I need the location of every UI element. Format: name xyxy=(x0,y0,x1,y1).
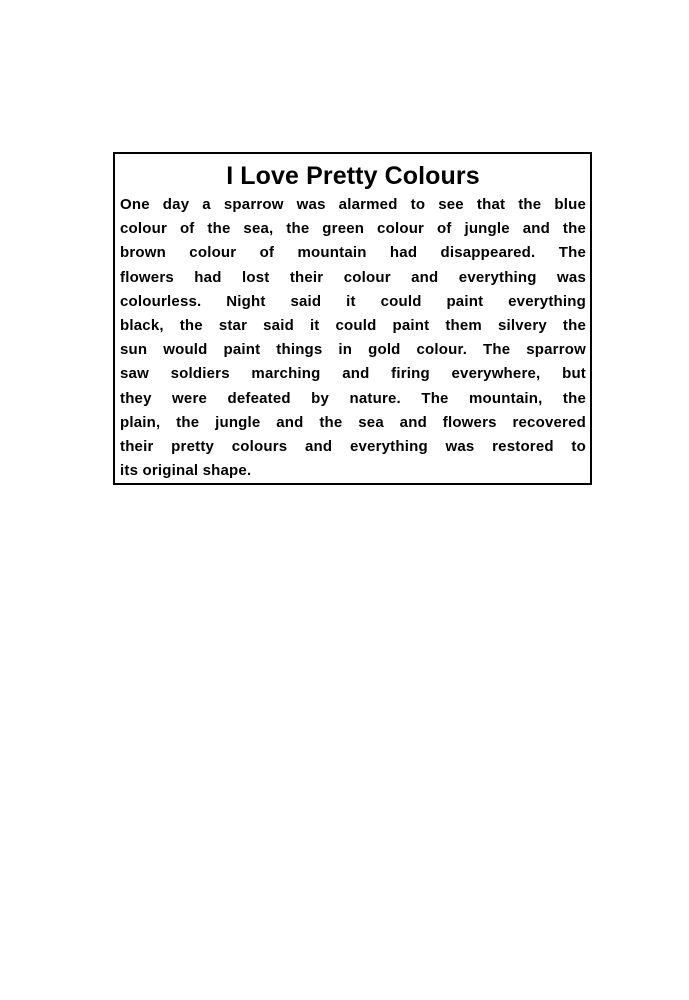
story-line: its original shape. xyxy=(120,462,252,480)
story-line: flowers had lost their colour and everything was xyxy=(120,268,586,286)
story-line: colour of the sea, the green colour of jungle and the xyxy=(120,220,586,238)
story-line: brown colour of mountain had disappeared. The xyxy=(120,244,586,262)
story-box xyxy=(113,152,592,485)
story-line: saw soldiers marching and firing everywhere, but xyxy=(120,365,586,383)
story-line: One day a sparrow was alarmed to see that the blue xyxy=(120,196,586,213)
story-line: black, the star said it could paint them silvery the xyxy=(120,317,586,335)
story-line: plain, the jungle and the sea and flowers recovered xyxy=(120,413,586,431)
story-title: I Love Pretty Colours xyxy=(226,162,480,190)
story-line: they were defeated by nature. The mountain, the xyxy=(120,389,586,407)
story-line: colourless. Night said it could paint everything xyxy=(120,292,586,310)
story-line: sun would paint things in gold colour. The sparrow xyxy=(120,341,586,359)
story-line: their pretty colours and everything was restored to xyxy=(120,438,586,456)
story-body xyxy=(120,193,586,483)
